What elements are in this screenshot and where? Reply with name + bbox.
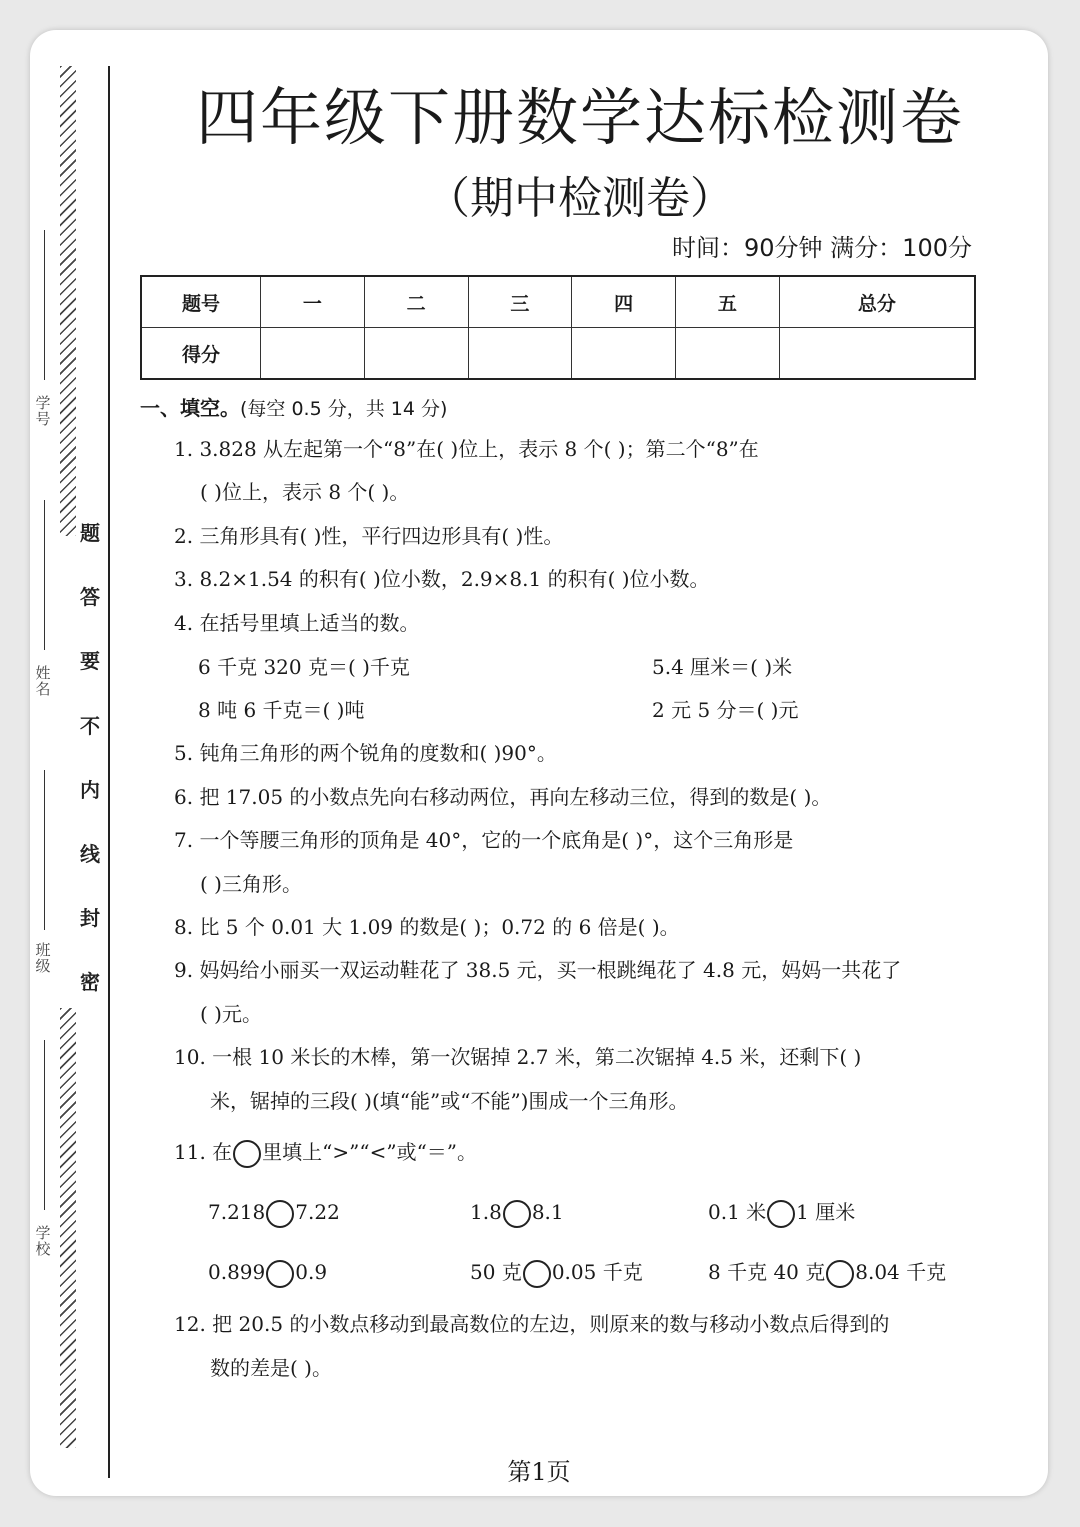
margin-blank-line: [44, 1040, 45, 1210]
score-cell[interactable]: [676, 328, 780, 380]
compare-right: 8.04 千克: [855, 1260, 947, 1284]
question-4-item: 8 吨 6 千克＝( )吨: [198, 698, 365, 722]
question-6: 6. 把 17.05 的小数点先向右移动两位，再向左移动三位，得到的数是( )。: [174, 785, 832, 809]
section-heading: [140, 392, 447, 421]
margin-blank-line: [44, 500, 45, 650]
margin-label-class: 班级: [35, 941, 51, 975]
exam-meta: 时间：90分钟 满分：100分: [672, 234, 972, 262]
question-4-item: 2 元 5 分＝( )元: [652, 698, 799, 722]
compare-right: 7.22: [295, 1200, 340, 1224]
seal-char: 内: [80, 778, 100, 802]
compare-item: [708, 1198, 855, 1228]
compare-left: 0.899: [208, 1260, 266, 1284]
question-4-item: 5.4 厘米＝( )米: [652, 655, 793, 679]
compare-right: 8.1: [531, 1200, 564, 1224]
compare-item: [708, 1258, 946, 1288]
score-table-header-cell: 总分: [779, 276, 975, 328]
score-cell[interactable]: [364, 328, 468, 380]
compare-left: 7.218: [208, 1200, 266, 1224]
score-table-header-cell: 三: [468, 276, 572, 328]
score-table-row-label: 得分: [141, 328, 261, 380]
score-cell[interactable]: [572, 328, 676, 380]
compare-circle[interactable]: [503, 1200, 531, 1228]
question-1-cont: ( )位上，表示 8 个( )。: [200, 480, 410, 504]
seal-char: 题: [80, 521, 100, 545]
section-note: (每空 0.5 分，共 14 分): [240, 398, 448, 420]
seal-char: 密: [80, 970, 100, 994]
seal-char: 线: [80, 842, 100, 866]
compare-item: [208, 1198, 340, 1228]
compare-circle[interactable]: [826, 1260, 854, 1288]
score-table-header-cell: 题号: [141, 276, 261, 328]
question-9: 9. 妈妈给小丽买一双运动鞋花了 38.5 元，买一根跳绳花了 4.8 元，妈妈一共花了: [174, 958, 902, 982]
compare-right: 0.05 千克: [551, 1260, 643, 1284]
compare-circle[interactable]: [523, 1260, 551, 1288]
binding-line: [108, 66, 110, 1478]
question-10: 10. 一根 10 米长的木棒，第一次锯掉 2.7 米，第二次锯掉 4.5 米，还剩下( ): [174, 1045, 862, 1069]
section-title: 一、填空。: [140, 396, 240, 420]
question-8: 8. 比 5 个 0.01 大 1.09 的数是( )；0.72 的 6 倍是( )。: [174, 915, 680, 939]
compare-right: 1 厘米: [796, 1200, 856, 1224]
score-table-header-cell: 五: [676, 276, 780, 328]
exam-page: [30, 30, 1048, 1496]
score-table-header-cell: 四: [572, 276, 676, 328]
page-number: 第1页: [507, 1458, 571, 1486]
question-7: 7. 一个等腰三角形的顶角是 40°，它的一个底角是( )°，这个三角形是: [174, 828, 794, 852]
score-table-header-cell: 一: [261, 276, 365, 328]
margin-blank-line: [44, 770, 45, 930]
question-12: 12. 把 20.5 的小数点移动到最高数位的左边，则原来的数与移动小数点后得到的: [174, 1312, 890, 1336]
margin-label-name: 姓名: [35, 664, 51, 698]
compare-circle[interactable]: [767, 1200, 795, 1228]
question-7-cont: ( )三角形。: [200, 872, 302, 896]
compare-item: [470, 1258, 643, 1288]
question-5: 5. 钝角三角形的两个锐角的度数和( )90°。: [174, 741, 557, 765]
seal-char: 答: [80, 585, 100, 609]
compare-circle[interactable]: [266, 1200, 294, 1228]
compare-left: 0.1 米: [708, 1200, 767, 1224]
compare-left: 1.8: [470, 1200, 502, 1224]
score-cell[interactable]: [468, 328, 572, 380]
compare-right: 0.9: [295, 1260, 328, 1284]
question-10-cont: 米，锯掉的三段( )(填“能”或“不能”)围成一个三角形。: [210, 1089, 689, 1113]
score-table-score-row: [141, 328, 975, 380]
seal-char: 不: [80, 714, 100, 738]
question-11-prefix: 11. 在: [174, 1140, 233, 1164]
page-title: 四年级下册数学达标检测卷: [195, 81, 964, 154]
question-4-item: 6 千克 320 克＝( )千克: [198, 655, 410, 679]
seal-char: 要: [80, 649, 100, 673]
margin-label-student-id: 学号: [35, 394, 51, 428]
compare-circle[interactable]: [266, 1260, 294, 1288]
question-9-cont: ( )元。: [200, 1002, 262, 1026]
score-table-header-row: [141, 276, 975, 328]
binding-hatch-top: [60, 66, 76, 536]
question-11-suffix: 里填上“>”“<”或“＝”。: [262, 1140, 478, 1164]
margin-label-school: 学校: [35, 1224, 51, 1258]
question-4: 4. 在括号里填上适当的数。: [174, 611, 420, 635]
score-table: [140, 275, 976, 380]
margin-blank-line: [44, 230, 45, 380]
question-3: 3. 8.2×1.54 的积有( )位小数，2.9×8.1 的积有( )位小数。: [174, 567, 710, 591]
binding-hatch-bottom: [60, 1008, 76, 1448]
question-12-cont: 数的差是( )。: [210, 1356, 332, 1380]
seal-char: 封: [80, 906, 100, 930]
score-cell[interactable]: [779, 328, 975, 380]
question-11: [174, 1138, 978, 1168]
page-subtitle: （期中检测卷）: [426, 173, 734, 224]
compare-left: 50 克: [470, 1260, 522, 1284]
score-cell[interactable]: [261, 328, 365, 380]
question-2: 2. 三角形具有( )性，平行四边形具有( )性。: [174, 524, 564, 548]
compare-circle-icon: [233, 1140, 261, 1168]
score-table-header-cell: 二: [364, 276, 468, 328]
question-1: 1. 3.828 从左起第一个“8”在( )位上，表示 8 个( )；第二个“8”在: [174, 437, 759, 461]
compare-item: [470, 1198, 564, 1228]
compare-left: 8 千克 40 克: [708, 1260, 826, 1284]
compare-item: [208, 1258, 327, 1288]
